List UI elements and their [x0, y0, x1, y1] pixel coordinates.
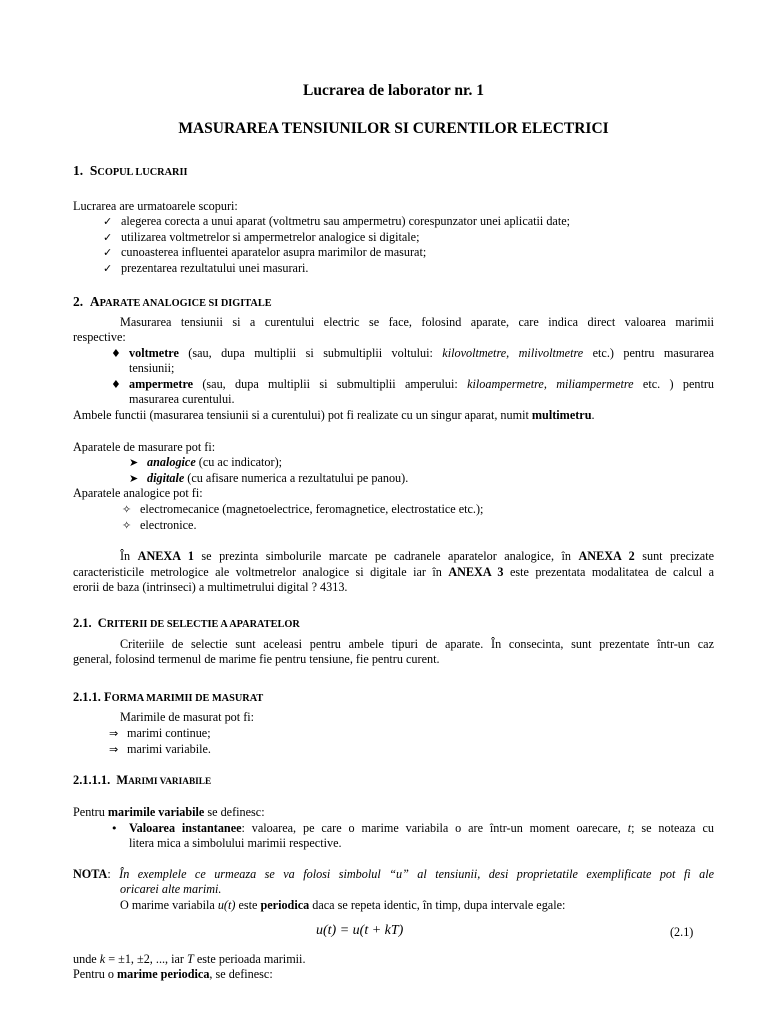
paragraph-line: Pentru o marime periodica, se definesc: — [73, 967, 273, 981]
document-subtitle: MASURAREA TENSIUNILOR SI CURENTILOR ELECTRICI — [178, 120, 609, 137]
check-icon: ✓ — [103, 262, 113, 275]
star-outline-bullet-icon: ✧ — [122, 503, 132, 516]
paragraph-line: unde k = ±1, ±2, ..., iar T este perioada marimii. — [73, 952, 306, 966]
paragraph-line: caracteristicile metrologice ale voltmetrelor analogice si digitale iar în ANEXA 3 este prezentata modalitatea de calcul a — [73, 565, 714, 579]
paragraph-line: Ambele functii (masurarea tensiunii si a curentului) pot fi realizate cu un singur aparat, numit multimetru. — [73, 408, 595, 422]
paragraph-line: tensiunii; — [129, 361, 175, 375]
list-item: ✓ cunoasterea influentei aparatelor asupra marimilor de masurat; — [103, 245, 427, 259]
list-item: ⇒ marimi continue; — [109, 726, 211, 740]
dot-bullet-icon: • — [111, 822, 118, 835]
section-2-1-1-1-heading: 2.1.1.1. MARIMI VARIABILE — [73, 773, 212, 787]
diamond-bullet-icon: ♦ — [111, 347, 121, 360]
list-item: ♦ ampermetre (sau, dupa multiplii si submultiplii amperului: kiloampermetre, miliampermetre etc. ) pentru — [111, 377, 714, 391]
check-icon: ✓ — [103, 215, 113, 228]
paragraph-line: O marime variabila u(t) este periodica daca se repeta identic, în timp, dupa intervale egale: — [120, 898, 566, 912]
list-item: ➤ analogice (cu ac indicator); — [129, 455, 283, 469]
list-item: ✓ alegerea corecta a unui aparat (voltmetru sau ampermetru) corespunzator unei aplicatii date; — [103, 214, 571, 228]
paragraph-line: Marimile de masurat pot fi: — [120, 710, 255, 724]
section-1-heading: 1. SCOPUL LUCRARII — [73, 163, 188, 178]
implies-arrow-icon: ⇒ — [109, 727, 119, 740]
list-item: ⇒ marimi variabile. — [109, 742, 211, 756]
section-2-1-heading: 2.1. CRITERII DE SELECTIE A APARATELOR — [73, 616, 300, 630]
list-item: ✓ prezentarea rezultatului unei masurari. — [103, 261, 309, 275]
paragraph-line: Aparatele analogice pot fi: — [73, 486, 203, 500]
list-item: ✓ utilizarea voltmetrelor si ampermetrelor analogice si digitale; — [103, 230, 420, 244]
equation-number: (2.1) — [670, 925, 694, 939]
paragraph-line: Masurarea tensiunii si a curentului electric se face, folosind aparate, care indica direct valoarea marimii — [120, 315, 714, 329]
list-item: ✧ electronice. — [122, 518, 197, 532]
arrowhead-bullet-icon: ➤ — [129, 456, 139, 469]
paragraph-line: respective: — [73, 330, 126, 344]
section-2-heading: 2. APARATE ANALOGICE SI DIGITALE — [73, 294, 272, 309]
arrowhead-bullet-icon: ➤ — [129, 472, 139, 485]
paragraph-line: Pentru marimile variabile se definesc: — [73, 805, 265, 819]
list-item: • Valoarea instantanee: valoarea, pe care o marime variabila o are într-un moment oarecare, t; se noteaza cu — [111, 821, 714, 835]
paragraph-line: general, folosind termenul de marime fie pentru tensiune, fie pentru curent. — [73, 652, 440, 666]
check-icon: ✓ — [103, 231, 113, 244]
list-item: ➤ digitale (cu afisare numerica a rezultatului pe panou). — [129, 471, 409, 485]
note-line: NOTA: În exemplele ce urmeaza se va folosi simbolul “u” al tensiunii, desi proprietatile exemplificate pot fi ale — [73, 867, 714, 881]
paragraph-line: Aparatele de masurare pot fi: — [73, 440, 216, 454]
list-item: ✧ electromecanice (magnetoelectrice, feromagnetice, electrostatice etc.); — [122, 502, 484, 516]
note-line: oricarei alte marimi. — [120, 882, 222, 896]
equation: u(t) = u(t + kT) — [316, 923, 404, 938]
section-2-1-1-heading: 2.1.1. FORMA MARIMII DE MASURAT — [73, 690, 264, 704]
paragraph-line: Criteriile de selectie sunt aceleasi pentru ambele tipuri de aparate. În consecinta, sunt prezentate într-un caz — [120, 637, 714, 651]
paragraph-line: erorii de baza (intrinseci) a multimetrului digital ? 4313. — [73, 580, 348, 594]
check-icon: ✓ — [103, 246, 113, 259]
diamond-bullet-icon: ♦ — [111, 378, 121, 391]
paragraph-line: În ANEXA 1 se prezinta simbolurile marcate pe cadranele aparatelor analogice, în ANEXA 2 sunt precizate — [120, 549, 715, 563]
section-1-intro: Lucrarea are urmatoarele scopuri: — [73, 199, 238, 213]
list-item: ♦ voltmetre (sau, dupa multiplii si submultiplii voltului: kilovoltmetre, milivoltmetre etc.) pentru masurarea — [111, 346, 714, 360]
paragraph-line: litera mica a simbolului marimii respective. — [129, 836, 342, 850]
implies-arrow-icon: ⇒ — [109, 743, 119, 756]
star-outline-bullet-icon: ✧ — [122, 519, 132, 532]
document-title: Lucrarea de laborator nr. 1 — [303, 82, 484, 99]
paragraph-line: masurarea curentului. — [129, 392, 235, 406]
